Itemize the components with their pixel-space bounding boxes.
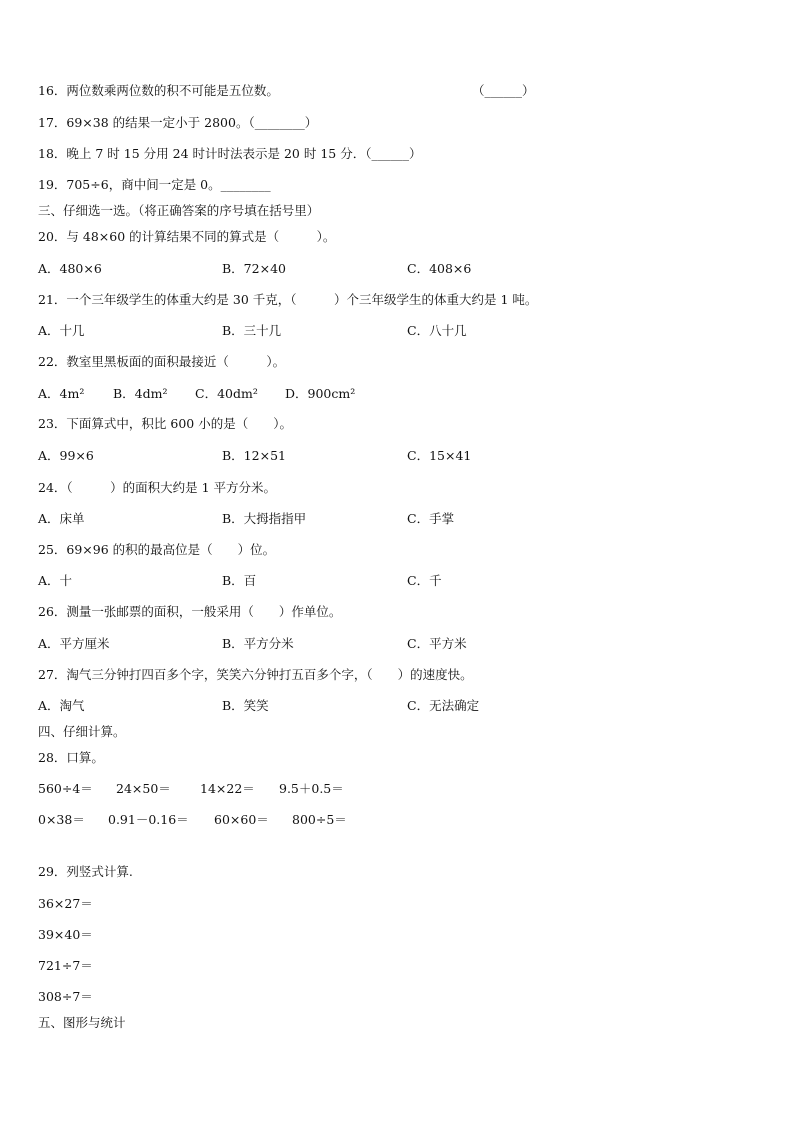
question-25: 25．69×96 的积的最高位是（ ）位。 bbox=[38, 542, 276, 557]
question-21-option-c[interactable]: C．八十几 bbox=[407, 323, 467, 338]
mental-calc-item: 14×22＝ bbox=[200, 781, 255, 796]
question-27-option-c[interactable]: C．无法确定 bbox=[407, 698, 480, 713]
question-20: 20．与 48×60 的计算结果不同的算式是（ ）。 bbox=[38, 229, 336, 244]
section-5-heading: 五、图形与统计 bbox=[38, 1015, 126, 1030]
mental-calc-item: 60×60＝ bbox=[214, 812, 269, 827]
question-27: 27．淘气三分钟打四百多个字，笑笑六分钟打五百多个字，（ ）的速度快。 bbox=[38, 667, 473, 682]
question-20-option-a[interactable]: A．480×6 bbox=[38, 261, 102, 276]
question-21-option-a[interactable]: A．十几 bbox=[38, 323, 85, 338]
question-24-option-a[interactable]: A．床单 bbox=[38, 511, 85, 526]
question-26-option-c[interactable]: C．平方米 bbox=[407, 636, 467, 651]
question-25-option-a[interactable]: A．十 bbox=[38, 573, 73, 588]
question-16: 16．两位数乘两位数的积不可能是五位数。 bbox=[38, 83, 279, 98]
mental-calc-item: 0.91－0.16＝ bbox=[108, 812, 189, 827]
question-18: 18．晚上 7 时 15 分用 24 时计时法表示是 20 时 15 分．（______） bbox=[38, 146, 422, 161]
question-25-option-c[interactable]: C．千 bbox=[407, 573, 442, 588]
vertical-calc-item: 308÷7＝ bbox=[38, 989, 93, 1004]
question-23: 23．下面算式中，积比 600 小的是（ ）。 bbox=[38, 416, 292, 431]
question-19: 19．705÷6，商中间一定是 0。________ bbox=[38, 177, 271, 192]
question-24-option-b[interactable]: B．大拇指指甲 bbox=[222, 511, 307, 526]
question-21-option-b[interactable]: B．三十几 bbox=[222, 323, 282, 338]
question-27-option-a[interactable]: A．淘气 bbox=[38, 698, 85, 713]
question-21: 21．一个三年级学生的体重大约是 30 千克，（ ）个三年级学生的体重大约是 1 吨。 bbox=[38, 292, 538, 307]
mental-calc-item: 800÷5＝ bbox=[292, 812, 347, 827]
question-23-option-a[interactable]: A．99×6 bbox=[38, 448, 94, 463]
question-22: 22．教室里黑板面的面积最接近（ ）。 bbox=[38, 354, 286, 369]
question-23-option-b[interactable]: B．12×51 bbox=[222, 448, 286, 463]
vertical-calc-item: 721÷7＝ bbox=[38, 958, 93, 973]
question-22-option-a[interactable]: A．4m² bbox=[38, 386, 85, 401]
mental-calc-item: 0×38＝ bbox=[38, 812, 85, 827]
vertical-calc-item: 39×40＝ bbox=[38, 927, 93, 942]
question-20-option-b[interactable]: B．72×40 bbox=[222, 261, 286, 276]
question-28: 28．口算。 bbox=[38, 750, 104, 765]
mental-calc-item: 24×50＝ bbox=[116, 781, 171, 796]
question-24-option-c[interactable]: C．手掌 bbox=[407, 511, 455, 526]
question-16-answer-blank[interactable]: （______） bbox=[472, 83, 535, 98]
section-3-heading: 三、仔细选一选。（将正确答案的序号填在括号里） bbox=[38, 203, 320, 218]
section-4-heading: 四、仔细计算。 bbox=[38, 724, 126, 739]
question-26-option-b[interactable]: B．平方分米 bbox=[222, 636, 294, 651]
mental-calc-item: 9.5＋0.5＝ bbox=[279, 781, 344, 796]
question-23-option-c[interactable]: C．15×41 bbox=[407, 448, 472, 463]
question-24: 24．（ ）的面积大约是 1 平方分米。 bbox=[38, 480, 277, 495]
question-26: 26．测量一张邮票的面积，一般采用（ ）作单位。 bbox=[38, 604, 342, 619]
question-26-option-a[interactable]: A．平方厘米 bbox=[38, 636, 110, 651]
question-25-option-b[interactable]: B．百 bbox=[222, 573, 257, 588]
question-17: 17．69×38 的结果一定小于 2800。（________） bbox=[38, 115, 318, 130]
question-27-option-b[interactable]: B．笑笑 bbox=[222, 698, 269, 713]
mental-calc-item: 560÷4＝ bbox=[38, 781, 93, 796]
question-20-option-c[interactable]: C．408×6 bbox=[407, 261, 472, 276]
question-29: 29．列竖式计算. bbox=[38, 864, 133, 879]
question-22-option-d[interactable]: D．900cm² bbox=[285, 386, 356, 401]
vertical-calc-item: 36×27＝ bbox=[38, 896, 93, 911]
question-22-option-b[interactable]: B．4dm² bbox=[113, 386, 168, 401]
question-22-option-c[interactable]: C．40dm² bbox=[195, 386, 258, 401]
